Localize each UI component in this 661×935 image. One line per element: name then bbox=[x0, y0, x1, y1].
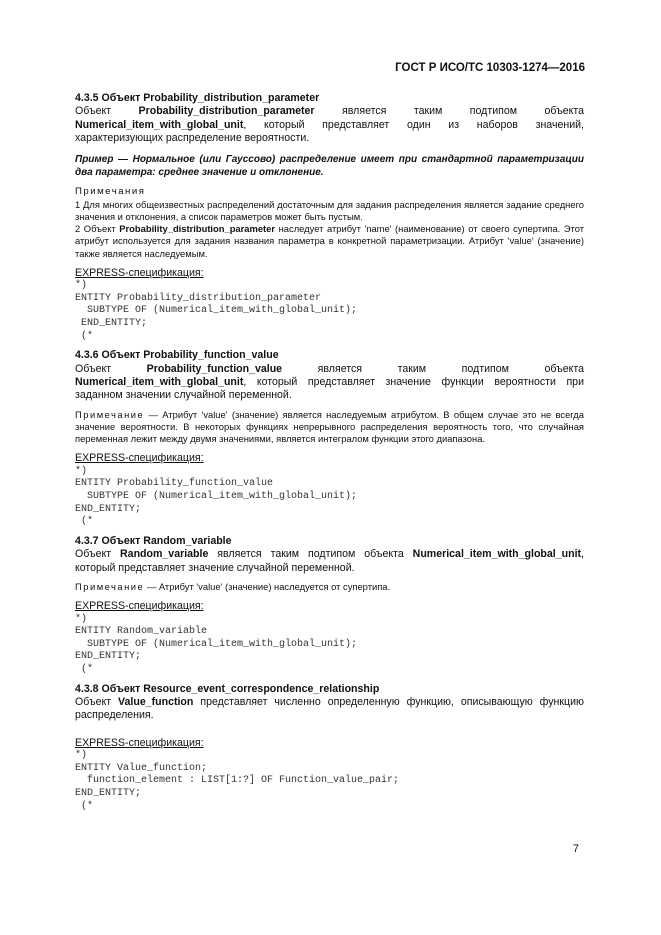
section-4-3-6 bbox=[75, 349, 584, 529]
code-block bbox=[75, 614, 584, 677]
code-line: ENTITY Random_variable bbox=[75, 626, 208, 638]
code-line: ENTITY Value_function; bbox=[75, 762, 208, 774]
code-line: END_ENTITY; bbox=[75, 503, 142, 515]
document-header: ГОСТ Р ИСО/ТС 10303-1274—2016 bbox=[395, 62, 585, 74]
note-1: 1 Для многих общеизвестных распределений достаточным для задания распределения является задание среднего значения и отклонения, а список параметров может быть пустым. bbox=[75, 198, 584, 223]
code-line: ENTITY Probability_distribution_parameter bbox=[75, 292, 322, 304]
section-4-3-7 bbox=[75, 535, 584, 677]
express-label: EXPRESS-спецификация: bbox=[75, 266, 204, 279]
express-label: EXPRESS-спецификация: bbox=[75, 600, 204, 613]
code-line: SUBTYPE OF (Numerical_item_with_global_unit); bbox=[75, 491, 358, 503]
section-4-3-8 bbox=[75, 683, 584, 814]
code-line: (* bbox=[75, 516, 94, 528]
code-line: *) bbox=[75, 280, 88, 292]
code-block bbox=[75, 280, 584, 343]
code-block bbox=[75, 750, 584, 813]
paragraph: Объект Probability_function_value является таким подтипом объекта Numerical_item_with_global_unit, который представляет значение функции вероятности при заданном значении случайной переменной. bbox=[75, 362, 584, 402]
section-heading: 4.3.8 Объект Resource_event_correspondence_relationship bbox=[75, 682, 380, 695]
code-line: *) bbox=[75, 465, 88, 477]
code-line: *) bbox=[75, 750, 88, 762]
code-line: *) bbox=[75, 613, 88, 625]
page-content bbox=[75, 92, 584, 813]
express-label: EXPRESS-спецификация: bbox=[75, 736, 204, 749]
note: Примечание — Атрибут 'value' (значение) является наследуемым атрибутом. В общем случае это не всегда значение вероятности. В некоторых функциях непрерывного распределения вероятность того, что случайная переменная лежит между двумя значениями, является интегралом функции этого диапазона. bbox=[75, 408, 584, 445]
paragraph: Объект Probability_distribution_parameter является таким подтипом объекта Numerical_item_with_global_unit, который представляет один из наборов значений, характеризующих распределение вероятности. bbox=[75, 105, 584, 145]
code-line: END_ENTITY; bbox=[75, 651, 142, 663]
express-label: EXPRESS-спецификация: bbox=[75, 452, 204, 465]
code-block bbox=[75, 466, 584, 529]
paragraph: Объект Random_variable является таким подтипом объекта Numerical_item_with_global_unit, который представляет значение случайной переменной. bbox=[75, 548, 584, 574]
section-4-3-5 bbox=[75, 92, 584, 343]
page-number: 7 bbox=[572, 843, 579, 855]
notes-title: Примечания bbox=[75, 186, 146, 198]
section-heading: 4.3.5 Объект Probability_distribution_parameter bbox=[75, 92, 320, 104]
section-heading: 4.3.6 Объект Probability_function_value bbox=[75, 349, 279, 362]
section-heading: 4.3.7 Объект Random_variable bbox=[75, 534, 232, 547]
code-line: ENTITY Probability_function_value bbox=[75, 478, 274, 490]
note-2: 2 Объект Probability_distribution_parameter наследует атрибут 'name' (наименование) от своего супертипа. Этот атрибут используется для задания названия параметра в конкретной параметризации. Атрибут 'value' (значение) также является наследуемым. bbox=[75, 223, 584, 259]
note: Примечание — Атрибут 'value' (значение) наследуется от супертипа. bbox=[75, 581, 391, 593]
code-line: SUBTYPE OF (Numerical_item_with_global_unit); bbox=[75, 638, 358, 650]
code-line: (* bbox=[75, 330, 94, 342]
code-line: function_element : LIST[1:?] OF Function_value_pair; bbox=[75, 775, 400, 787]
paragraph: Объект Value_function представляет численно определенную функцию, описывающую функцию распределения. bbox=[75, 696, 584, 722]
code-line: (* bbox=[75, 664, 94, 676]
example-text: Пример — Нормальное (или Гауссово) распределение имеет при стандартной параметризации два параметра: среднее значение и отклонение. bbox=[75, 153, 584, 179]
code-line: END_ENTITY; bbox=[75, 788, 142, 800]
code-line: SUBTYPE OF (Numerical_item_with_global_unit); bbox=[75, 305, 358, 317]
code-line: END_ENTITY; bbox=[75, 318, 148, 330]
code-line: (* bbox=[75, 800, 94, 812]
